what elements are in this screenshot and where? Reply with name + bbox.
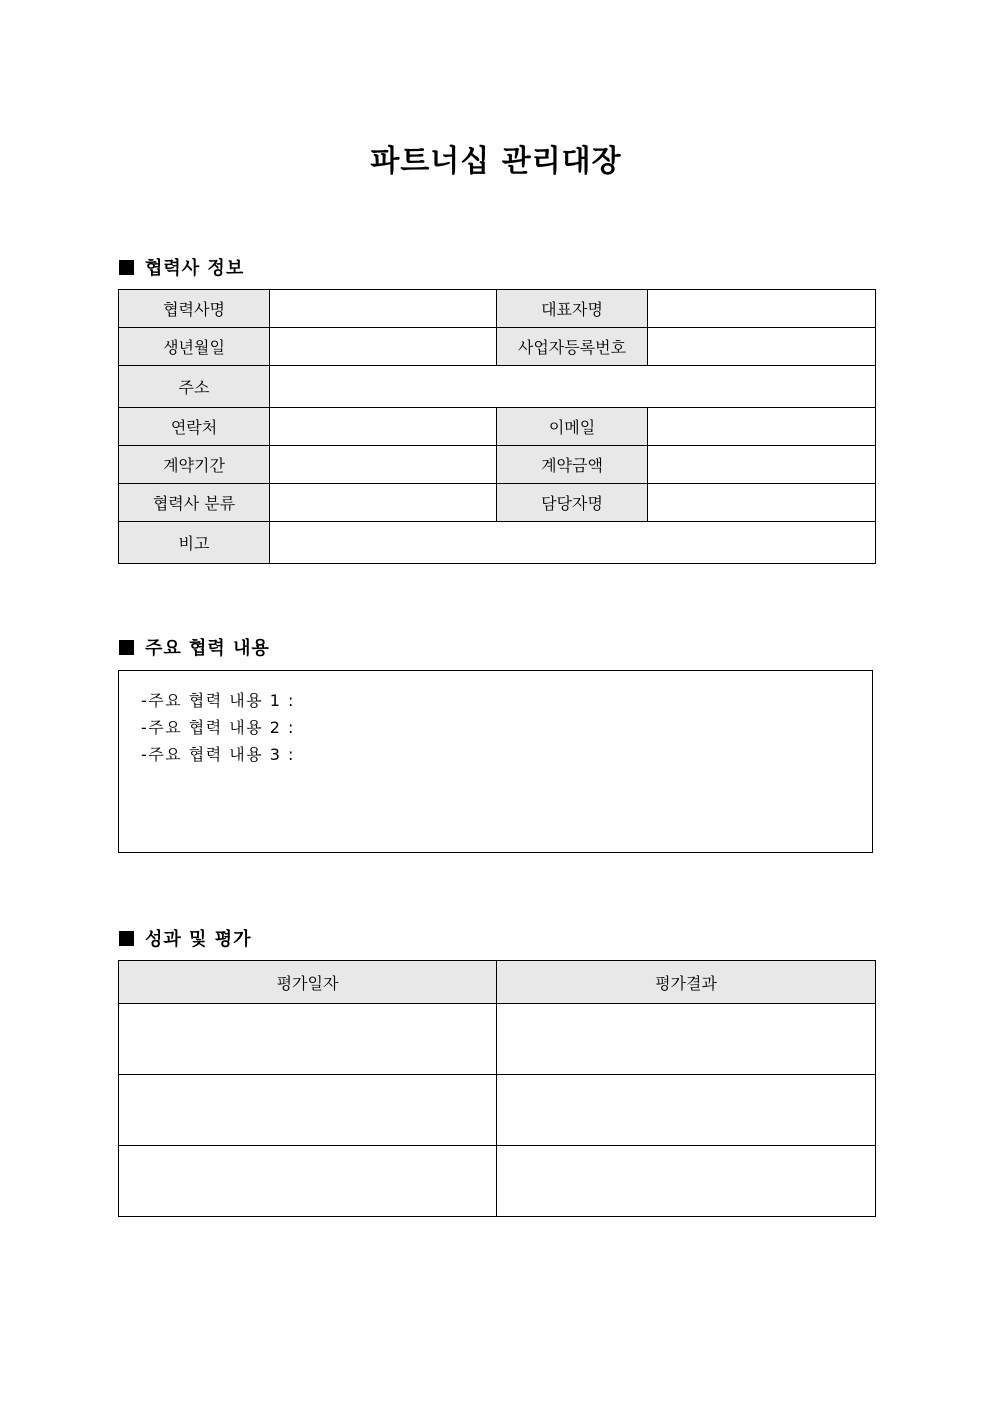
cooperation-line-2: -주요 협력 내용 2 : (141, 718, 295, 737)
eval-date-cell[interactable] (119, 1004, 497, 1075)
label-partner-name: 협력사명 (119, 290, 270, 328)
partner-info-heading-text: 협력사 정보 (145, 258, 245, 279)
eval-date-cell[interactable] (119, 1075, 497, 1146)
table-row (119, 366, 876, 408)
document-title: 파트너십 관리대장 (370, 144, 622, 179)
eval-result-cell[interactable] (497, 1075, 876, 1146)
label-contact: 연락처 (119, 408, 270, 446)
cooperation-heading (119, 634, 270, 660)
evaluation-table (118, 960, 876, 1217)
cooperation-content-box[interactable] (118, 670, 873, 853)
table-row (119, 446, 876, 484)
column-header-eval-result: 평가결과 (497, 961, 876, 1004)
partner-name-field[interactable] (270, 290, 497, 328)
partner-info-table (118, 289, 876, 564)
contact-field[interactable] (270, 408, 497, 446)
black-square-icon (119, 931, 134, 946)
cooperation-line-1: -주요 협력 내용 1 : (141, 691, 295, 710)
eval-result-cell[interactable] (497, 1004, 876, 1075)
eval-result-cell[interactable] (497, 1146, 876, 1217)
label-partner-category: 협력사 분류 (119, 484, 270, 522)
table-row (119, 1075, 876, 1146)
black-square-icon (119, 640, 134, 655)
label-contract-amount: 계약금액 (497, 446, 648, 484)
cooperation-heading-text: 주요 협력 내용 (145, 638, 270, 659)
black-square-icon (119, 260, 134, 275)
label-manager-name: 담당자명 (497, 484, 648, 522)
email-field[interactable] (648, 408, 876, 446)
business-number-field[interactable] (648, 328, 876, 366)
column-header-eval-date: 평가일자 (119, 961, 497, 1004)
address-field[interactable] (270, 366, 876, 408)
contract-period-field[interactable] (270, 446, 497, 484)
table-row (119, 522, 876, 564)
table-row (119, 328, 876, 366)
remarks-field[interactable] (270, 522, 876, 564)
ceo-name-field[interactable] (648, 290, 876, 328)
partner-category-field[interactable] (270, 484, 497, 522)
manager-name-field[interactable] (648, 484, 876, 522)
table-row (119, 484, 876, 522)
label-business-number: 사업자등록번호 (497, 328, 648, 366)
label-remarks: 비고 (119, 522, 270, 564)
label-birth-date: 생년월일 (119, 328, 270, 366)
contract-amount-field[interactable] (648, 446, 876, 484)
table-row (119, 408, 876, 446)
table-row (119, 290, 876, 328)
table-row (119, 1004, 876, 1075)
evaluation-heading-text: 성과 및 평가 (145, 929, 252, 950)
eval-date-cell[interactable] (119, 1146, 497, 1217)
label-address: 주소 (119, 366, 270, 408)
partner-info-heading (119, 254, 244, 280)
evaluation-heading (119, 925, 251, 951)
label-ceo-name: 대표자명 (497, 290, 648, 328)
birth-date-field[interactable] (270, 328, 497, 366)
table-row (119, 1146, 876, 1217)
label-contract-period: 계약기간 (119, 446, 270, 484)
cooperation-line-3: -주요 협력 내용 3 : (141, 745, 295, 764)
table-header-row (119, 961, 876, 1004)
label-email: 이메일 (497, 408, 648, 446)
